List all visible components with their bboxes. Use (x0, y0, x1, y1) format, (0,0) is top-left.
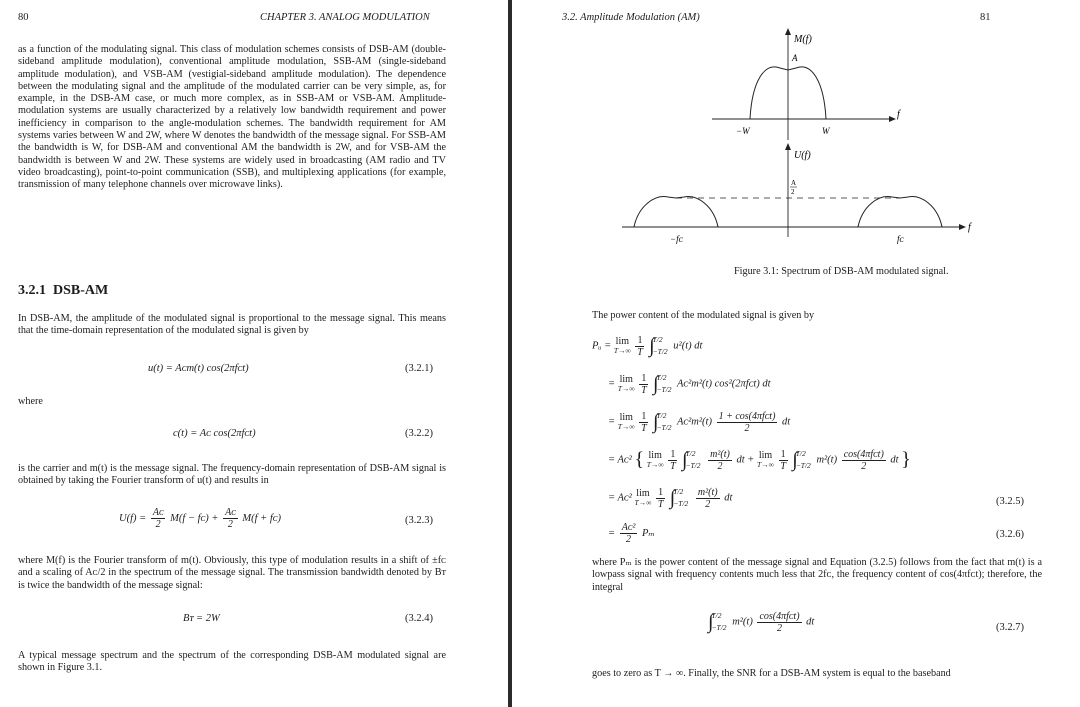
spectrum-figure (592, 22, 992, 252)
u-axis-label: U(f) (794, 150, 811, 161)
equation-number-3-2-3: (3.2.3) (405, 515, 433, 526)
equation-number-3-2-6: (3.2.6) (996, 529, 1024, 540)
left-running-head: CHAPTER 3. ANALOG MODULATION (260, 12, 430, 23)
dsb-paragraph: In DSB-AM, the amplitude of the modulated signal is proportional to the message signal. This means that the time-domain representation of the modulated signal is given by (18, 313, 446, 337)
left-page-number: 80 (18, 12, 29, 23)
equation-power-line-1: Pᵤ = lim T→∞ $\frac{1}{T}$ ∫ T/2 −T/2 u²(t) dt (592, 334, 703, 358)
equation-number-3-2-4: (3.2.4) (405, 613, 433, 624)
half-a-denominator: 2 (791, 188, 795, 196)
neg-fc-label: −fᴄ (670, 234, 683, 244)
carrier-paragraph: is the carrier and m(t) is the message signal. The frequency-domain representation of DSB-AM signal is obtained by taking the Fourier transform of u(t) and results in (18, 463, 446, 487)
equation-3-2-4: Bᴛ = 2W (183, 613, 220, 624)
right-running-head: 3.2. Amplitude Modulation (AM) (562, 12, 700, 23)
equation-3-2-2: c(t) = Aᴄ cos(2πfᴄt) (173, 428, 256, 439)
neg-w-label: −W (736, 126, 750, 136)
equation-3-2-7: ∫ T/2 −T/2 m²(t) $\frac{\text{cos(4πfᴄt)}}{2}$ dt (708, 610, 815, 634)
f-axis-label-top: f (897, 109, 900, 120)
m-axis-label: M(f) (794, 34, 812, 45)
equation-number-3-2-2: (3.2.2) (405, 428, 433, 439)
f-axis-label-bottom: f (968, 222, 971, 233)
intro-paragraph: as a function of the modulating signal. This class of modulation schemes consists of DSB-AM (double-sideband amplitude modulation), conventional amplitude modulation, SSB-AM (single-sideband amplitude modulation), and VSB-AM (vestigial-sideband amplitude modulation). The dependence between the modulating signal and the amplitude of the modulated carrier can be very simple, as, for example, in the DSB-AM case, or much more complex, as in SSB-AM or VSB-AM. Amplitude-modulation systems are usually characterized by a relatively low bandwidth requirement and power inefficiency in comparison to the angle-modulation schemes. The bandwidth requirement for AM systems varies between W and 2W, where W denotes the bandwidth of the message signal. For SSB-AM the bandwidth is W, for DSB-AM and conventional AM the bandwidth is 2W, and for VSB-AM the bandwidth is between W and 2W. These systems are widely used in broadcasting (AM radio and TV video broadcasting), point-to-point communication (SSB), and multiplexing applications (for example, transmission of many telephone channels over microwave links). (18, 44, 446, 191)
where-label: where (18, 396, 43, 407)
equation-number-3-2-5: (3.2.5) (996, 496, 1024, 507)
equation-number-3-2-1: (3.2.1) (405, 363, 433, 374)
equation-3-2-3: U(f) = $\frac{\text{Aᴄ}}{2}$ M(f − fᴄ) + $\frac{\text{Aᴄ}}{2}$ M(f + fᴄ) (119, 507, 281, 530)
left-page (0, 0, 508, 707)
upper-sideband-pos-curve (858, 197, 942, 227)
m-haxis-arrow (889, 116, 896, 122)
equation-power-line-6: = $\frac{\text{Aᴄ²}}{2}$ Pₘ (608, 522, 655, 545)
power-paragraph: The power content of the modulated signal is given by (592, 310, 815, 321)
last-line-paragraph: goes to zero as T → ∞. Finally, the SNR for a DSB-AM system is equal to the baseband (592, 668, 951, 679)
equation-3-2-1: u(t) = Aᴄm(t) cos(2πfᴄt) (148, 363, 249, 374)
pos-fc-label: fᴄ (897, 234, 904, 244)
right-page (512, 0, 1080, 707)
section-heading: 3.2.1 DSB-AM (18, 283, 109, 298)
lower-sideband-neg-curve (634, 197, 718, 227)
half-a-numerator: A (791, 179, 797, 187)
where-pm-paragraph: where Pₘ is the power content of the message signal and Equation (3.2.5) follows from the fact that m(t) is a lowpass signal with frequency contents much less that 2fᴄ, the frequency content of cos(4πfᴄt); therefore, the integral (592, 557, 1042, 593)
fourier-paragraph: where M(f) is the Fourier transform of m(t). Obviously, this type of modulation results in a shift of ±fᴄ and a scaling of Aᴄ/2 in the spectrum of the message signal. The transmission bandwidth denoted by Bᴛ is twice the bandwidth of the message signal: (18, 555, 446, 591)
u-haxis-arrow (959, 224, 966, 230)
m-axis-arrow (785, 28, 791, 35)
right-page-number: 81 (980, 12, 991, 23)
equation-power-line-2: = lim T→∞ $\frac{1}{T}$ ∫ T/2 −T/2 Aᴄ²m²(t) cos²(2πfᴄt) dt (608, 372, 771, 396)
figure-caption: Figure 3.1: Spectrum of DSB-AM modulated signal. (734, 266, 949, 277)
equation-power-line-4: = Aᴄ² { lim T→∞ $\frac{1}{T}$ ∫ T/2 −T/2 $\frac{\text{m²(t)}}{2}$ dt + lim T→∞ $\frac{1}{T}$ ∫ T/2 −T/2 m²(t) $\frac{\text{cos(4πfᴄt)}}{2}$ dt } (608, 448, 911, 472)
equation-power-line-5: = Aᴄ² lim T→∞ $\frac{1}{T}$ ∫ T/2 −T/2 $\frac{\text{m²(t)}}{2}$ dt (608, 486, 733, 510)
typical-paragraph: A typical message spectrum and the spectrum of the corresponding DSB-AM modulated signal are shown in Figure 3.1. (18, 650, 446, 674)
pos-w-label: W (822, 126, 830, 136)
equation-power-line-3: = lim T→∞ $\frac{1}{T}$ ∫ T/2 −T/2 Aᴄ²m²(t) $\frac{\text{1 + cos(4πfᴄt)}}{2}$ dt (608, 410, 791, 434)
equation-number-3-2-7: (3.2.7) (996, 622, 1024, 633)
a-label: A (792, 53, 798, 63)
u-axis-arrow (785, 143, 791, 150)
